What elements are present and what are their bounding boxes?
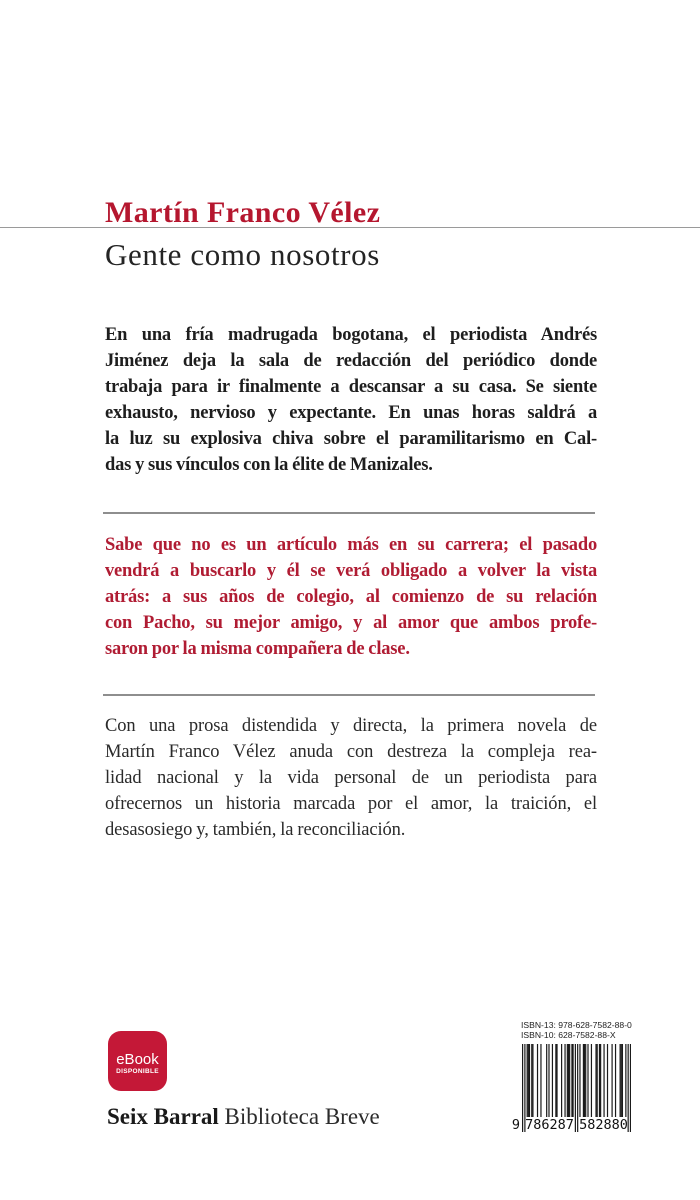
synopsis-paragraph-1 bbox=[105, 322, 597, 478]
synopsis-paragraph-3 bbox=[105, 713, 597, 843]
barcode-bars bbox=[511, 1044, 631, 1134]
text-line: Sabe que no es un artículo más en su carrera; el pasado bbox=[105, 535, 597, 555]
ebook-available-badge bbox=[108, 1031, 167, 1091]
text-line: lidad nacional y la vida personal de un periodista para bbox=[105, 768, 597, 788]
publisher-imprint bbox=[107, 1103, 380, 1131]
text-line: ofrecernos un historia marcada por el amor, la traición, el bbox=[105, 794, 597, 814]
text-line: Con una prosa distendida y directa, la primera novela de bbox=[105, 716, 597, 736]
barcode-lead-digit: 9 bbox=[511, 1117, 520, 1133]
text-line: la luz su explosiva chiva sobre el paramilitarismo en Cal- bbox=[105, 429, 597, 449]
book-title: Gente como nosotros bbox=[105, 237, 380, 272]
publisher-name: Seix Barral bbox=[107, 1104, 219, 1129]
ebook-badge-label: eBook bbox=[116, 1051, 159, 1068]
text-line: vendrá a buscarlo y él se verá obligado a volver la vista bbox=[105, 561, 597, 581]
publisher-collection: Biblioteca Breve bbox=[224, 1104, 380, 1129]
text-line: exhausto, nervioso y expectante. En unas horas saldrá a bbox=[105, 403, 597, 423]
section-divider-top bbox=[103, 512, 595, 514]
barcode-block bbox=[505, 1020, 645, 1140]
text-line: saron por la misma compañera de clase. bbox=[105, 639, 410, 659]
ebook-badge-sublabel: DISPONIBLE bbox=[116, 1068, 159, 1075]
text-line: atrás: a sus años de colegio, al comienzo de su relación bbox=[105, 587, 597, 607]
text-line: Jiménez deja la sala de redacción del periódico donde bbox=[105, 351, 597, 371]
isbn13-label: ISBN-13: 978-628-7582-88-0 bbox=[521, 1020, 632, 1030]
text-line: desasosiego y, también, la reconciliación. bbox=[105, 820, 406, 840]
barcode-digits-group2: 582880 bbox=[579, 1117, 628, 1133]
barcode-digits-group1: 786287 bbox=[525, 1117, 574, 1133]
text-line: En una fría madrugada bogotana, el periodista Andrés bbox=[105, 325, 597, 345]
text-line: Martín Franco Vélez anuda con destreza la compleja rea- bbox=[105, 742, 597, 762]
text-line: trabaja para ir finalmente a descansar a su casa. Se siente bbox=[105, 377, 597, 397]
synopsis-paragraph-2-highlight bbox=[105, 532, 597, 662]
text-line: con Pacho, su mejor amigo, y al amor que ambos profe- bbox=[105, 613, 597, 633]
isbn-labels bbox=[521, 1020, 632, 1040]
section-divider-bottom bbox=[103, 694, 595, 696]
text-line: das y sus vínculos con la élite de Manizales. bbox=[105, 455, 433, 475]
author-name: Martín Franco Vélez bbox=[105, 196, 381, 229]
isbn10-label: ISBN-10: 628-7582-88-X bbox=[521, 1030, 616, 1041]
